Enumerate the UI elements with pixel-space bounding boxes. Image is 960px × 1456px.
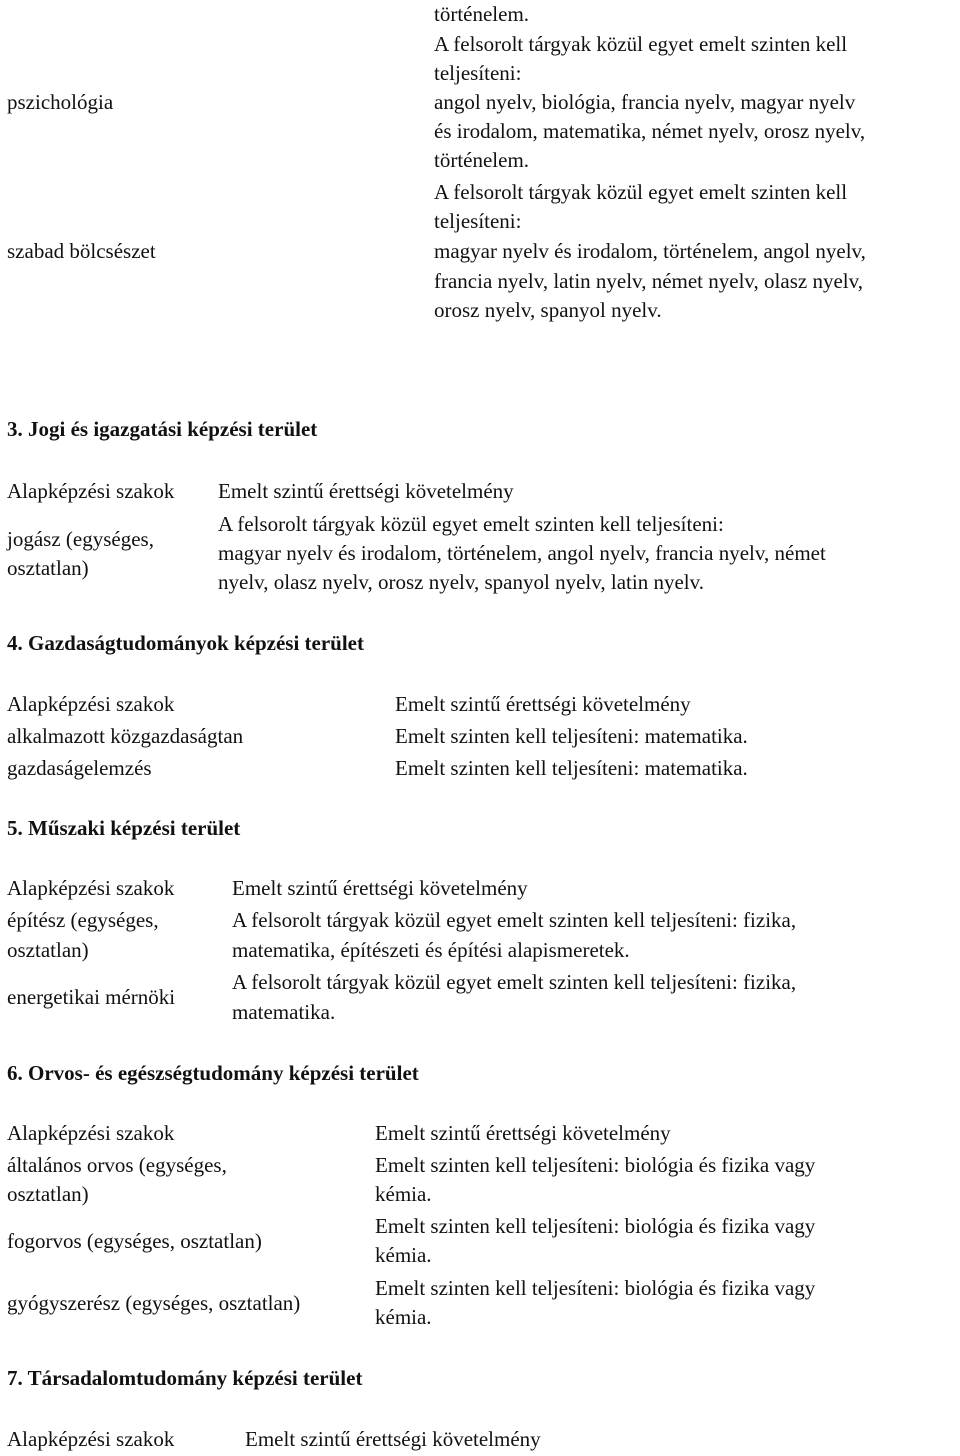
subject-energetikai-mernoki: energetikai mérnöki bbox=[7, 985, 176, 1009]
column-header-subjects: Alapképzési szakok bbox=[7, 1427, 175, 1451]
requirement-line: teljesíteni: bbox=[434, 209, 522, 233]
requirement-line: Emelt szinten kell teljesíteni: biológia és fizika vagy bbox=[375, 1276, 816, 1300]
subject-pszichologia: pszichológia bbox=[7, 90, 114, 114]
subject-jogasz: osztatlan) bbox=[7, 556, 89, 580]
section-heading: 3. Jogi és igazgatási képzési terület bbox=[7, 417, 318, 441]
requirement-line: matematika, építészeti és építési alapismeretek. bbox=[232, 938, 630, 962]
requirement-line: angol nyelv, biológia, francia nyelv, magyar nyelv bbox=[434, 90, 856, 114]
requirement-line: kémia. bbox=[375, 1243, 432, 1267]
requirement-line: Emelt szinten kell teljesíteni: matematika. bbox=[395, 756, 748, 780]
requirement-line: francia nyelv, latin nyelv, német nyelv, olasz nyelv, bbox=[434, 269, 863, 293]
requirement-line: A felsorolt tárgyak közül egyet emelt szinten kell bbox=[434, 180, 848, 204]
requirement-line: A felsorolt tárgyak közül egyet emelt szinten kell teljesíteni: fizika, bbox=[232, 908, 797, 932]
column-header-subjects: Alapképzési szakok bbox=[7, 479, 175, 503]
subject-jogasz: jogász (egységes, bbox=[7, 527, 154, 551]
subject-gazdasagelemzes: gazdaságelemzés bbox=[7, 756, 152, 780]
subject-altalanos-orvos: osztatlan) bbox=[7, 1182, 89, 1206]
section-heading: 7. Társadalomtudomány képzési terület bbox=[7, 1366, 363, 1390]
requirement-line: magyar nyelv és irodalom, történelem, angol nyelv, bbox=[434, 239, 866, 263]
requirement-line: matematika. bbox=[232, 1000, 336, 1024]
requirement-line: nyelv, olasz nyelv, orosz nyelv, spanyol nyelv, latin nyelv. bbox=[218, 570, 704, 594]
requirement-line: és irodalom, matematika, német nyelv, orosz nyelv, bbox=[434, 119, 866, 143]
section-heading: 6. Orvos- és egészségtudomány képzési terület bbox=[7, 1061, 419, 1085]
column-header-requirements: Emelt szintű érettségi követelmény bbox=[218, 479, 514, 503]
requirement-line: orosz nyelv, spanyol nyelv. bbox=[434, 298, 662, 322]
requirement-line: kémia. bbox=[375, 1305, 432, 1329]
subject-epitesz: osztatlan) bbox=[7, 938, 89, 962]
subject-gyogyszeresz: gyógyszerész (egységes, osztatlan) bbox=[7, 1291, 301, 1315]
column-header-requirements: Emelt szintű érettségi követelmény bbox=[232, 876, 528, 900]
column-header-subjects: Alapképzési szakok bbox=[7, 692, 175, 716]
requirement-line: történelem. bbox=[434, 148, 530, 172]
requirement-line: Emelt szinten kell teljesíteni: matematika. bbox=[395, 724, 748, 748]
subject-fogorvos: fogorvos (egységes, osztatlan) bbox=[7, 1229, 262, 1253]
column-header-subjects: Alapképzési szakok bbox=[7, 1121, 175, 1145]
top-table-first-line: történelem. bbox=[434, 2, 530, 26]
subject-szabad-bolcseszet: szabad bölcsészet bbox=[7, 239, 156, 263]
subject-alkalmazott-kozgazdasagtan: alkalmazott közgazdaságtan bbox=[7, 724, 244, 748]
subject-epitesz: építész (egységes, bbox=[7, 908, 159, 932]
requirement-line: Emelt szinten kell teljesíteni: biológia és fizika vagy bbox=[375, 1153, 816, 1177]
requirement-line: magyar nyelv és irodalom, történelem, angol nyelv, francia nyelv, német bbox=[218, 541, 826, 565]
column-header-requirements: Emelt szintű érettségi követelmény bbox=[245, 1427, 541, 1451]
requirement-line: Emelt szinten kell teljesíteni: biológia és fizika vagy bbox=[375, 1214, 816, 1238]
requirement-line: A felsorolt tárgyak közül egyet emelt szinten kell teljesíteni: fizika, bbox=[232, 970, 797, 994]
requirement-line: A felsorolt tárgyak közül egyet emelt szinten kell bbox=[434, 32, 848, 56]
requirement-line: kémia. bbox=[375, 1182, 432, 1206]
column-header-requirements: Emelt szintű érettségi követelmény bbox=[395, 692, 691, 716]
section-heading: 4. Gazdaságtudományok képzési terület bbox=[7, 631, 364, 655]
subject-altalanos-orvos: általános orvos (egységes, bbox=[7, 1153, 227, 1177]
requirement-line: A felsorolt tárgyak közül egyet emelt szinten kell teljesíteni: bbox=[218, 512, 724, 536]
column-header-subjects: Alapképzési szakok bbox=[7, 876, 175, 900]
column-header-requirements: Emelt szintű érettségi követelmény bbox=[375, 1121, 671, 1145]
section-heading: 5. Műszaki képzési terület bbox=[7, 816, 241, 840]
requirement-line: teljesíteni: bbox=[434, 61, 522, 85]
